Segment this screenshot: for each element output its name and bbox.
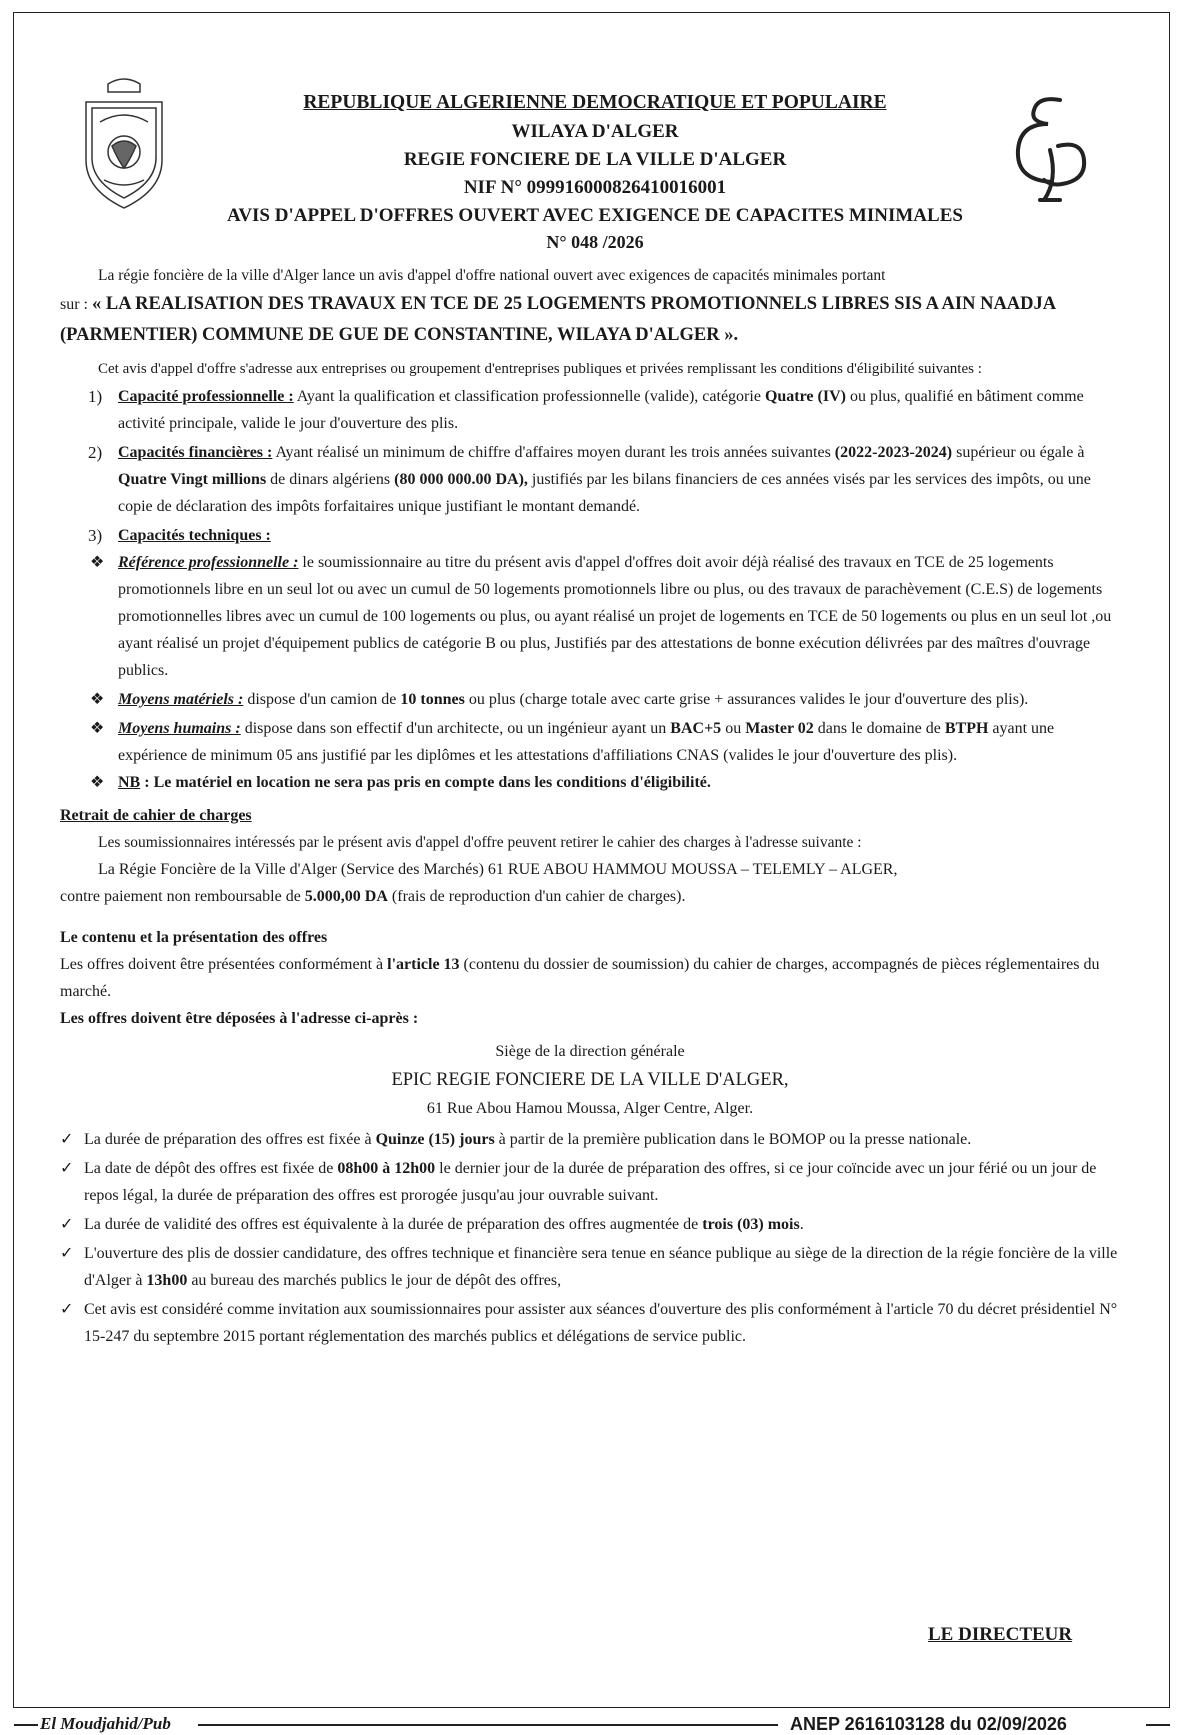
footer-publication: El Moudjahid/Pub xyxy=(40,1714,171,1733)
item-professional: 1) Capacité professionnelle : Ayant la qualification et classification professionnelle (valide), catégorie Quatre (IV) ou plus, qualifié en bâtiment comme activité principale, valide le jour d'ouverture des plis. xyxy=(88,387,1084,432)
tech-materials: ❖ Moyens matériels : dispose d'un camion de 10 tonnes ou plus (charge totale avec carte grise + assurances valides le jour d'ouverture des plis). xyxy=(90,691,1029,708)
address-line3: 61 Rue Abou Hamou Moussa, Alger Centre, Alger. xyxy=(426,1100,754,1117)
check-item: ✓ L'ouverture des plis de dossier candidature, des offres technique et financière sera tenue en séance publique au siège de la direction de la régie foncière de la ville d'Alger à 13h00 au bureau des marchés publics le jour de dépôt des offres, xyxy=(60,1245,1118,1289)
address-line2: EPIC REGIE FONCIERE DE LA VILLE D'ALGER, xyxy=(391,1070,789,1090)
check-item: ✓ La durée de préparation des offres est fixée à Quinze (15) jours à partir de la première publication dans le BOMOP ou la presse nationale. xyxy=(60,1131,972,1148)
header-republic: REPUBLIQUE ALGERIENNE DEMOCRATIQUE ET POPULAIRE xyxy=(303,92,887,113)
retrait-line1: Les soumissionnaires intéressés par le présent avis d'appel d'offre peuvent retirer le cahier des charges à l'adresse suivante : xyxy=(98,834,862,851)
tech-human: ❖ Moyens humains : dispose dans son effectif d'un architecte, ou un ingénieur ayant un BAC+5 ou Master 02 dans le domaine de BTPH ayant une expérience de minimum 05 ans justifié par les diplômes et les attestations d'affiliations CNAS (valides le jour d'ouverture des plis). xyxy=(90,720,1055,764)
check-item: ✓ Cet avis est considéré comme invitation aux soumissionnaires pour assister aux séances d'ouverture des plis conformément à l'article 70 du décret présidentiel N° 15-247 du septembre 2015 portant réglementation des marchés publics et délégations de service public. xyxy=(60,1301,1118,1345)
intro-text: La régie foncière de la ville d'Alger lance un avis d'appel d'offre national ouvert avec exigences de capacités minimales portant xyxy=(98,267,886,284)
check-item: ✓ La date de dépôt des offres est fixée de 08h00 à 12h00 le dernier jour de la durée de préparation des offres, si ce jour coïncide avec un jour férié ou un jour de repos légal, la durée de préparation des offres est prorogée jusqu'au jour ouvrable suivant. xyxy=(60,1160,1097,1204)
item-financial: 2) Capacités financières : Ayant réalisé un minimum de chiffre d'affaires moyen durant les trois années suivantes (2022-2023-2024) supérieur ou égale à Quatre Vingt millions de dinars algériens (80 000 000.00 DA), justifiés par les bilans financiers de ces années visés par les services des impôts, ou une copie de déclaration des impôts forfaitaires unique justifiant le montant demandé. xyxy=(88,443,1091,515)
footer-rule-right xyxy=(1146,1724,1170,1726)
eligibility-text: Cet avis d'appel d'offre s'adresse aux entreprises ou groupement d'entreprises publiques et privées remplissant les conditions d'éligibilité suivantes : xyxy=(98,361,982,377)
contenu-text: Les offres doivent être présentées conformément à l'article 13 (contenu du dossier de soumission) du cahier de charges, accompagnés de pièces réglementaires du marché. xyxy=(60,956,1100,1000)
retrait-title: Retrait de cahier de charges xyxy=(60,807,252,824)
tech-nb: ❖ NB : Le matériel en location ne sera pas pris en compte dans les conditions d'éligibilité. xyxy=(90,774,711,791)
footer-rule-middle xyxy=(198,1724,778,1726)
header-nif: NIF N° 099916000826410016001 xyxy=(463,177,727,198)
header-title: AVIS D'APPEL D'OFFRES OUVERT AVEC EXIGENCE DE CAPACITES MINIMALES xyxy=(227,205,963,226)
header-number: N° 048 /2026 xyxy=(546,232,644,252)
item-technical: 3) Capacités techniques : xyxy=(88,526,271,545)
check-item: ✓ La durée de validité des offres est équivalente à la durée de préparation des offres augmentée de trois (03) mois. xyxy=(60,1216,804,1233)
contenu-title: Le contenu et la présentation des offres xyxy=(60,929,328,946)
retrait-line2: La Régie Foncière de la Ville d'Alger (Service des Marchés) 61 RUE ABOU HAMMOU MOUSSA – TELEMLY – ALGER, xyxy=(98,861,898,878)
tech-reference: ❖ Référence professionnelle : le soumissionnaire au titre du présent avis d'appel d'offres doit avoir déjà réalisé des travaux en TCE de 25 logements promotionnels libre en un seul lot ou avec un cumul de 50 logements promotionnels libre ou plus, ou des travaux de parachèvement (C.E.S) de logements promotionnelles libres avec un cumul de 100 logements ou plus, ou ayant réalisé un projet de logements en TCE de 50 logements ou plus en un seul lot ,ou ayant réalisé un projet d'équipement publics de catégorie B ou plus, Justifiés par des attestations de bonne exécution délivrées par des maîtres d'ouvrage publics. xyxy=(90,554,1112,679)
depot-text: Les offres doivent être déposées à l'adresse ci-après : xyxy=(60,1010,419,1027)
footer-anep: ANEP 2616103128 du 02/09/2026 xyxy=(790,1714,1067,1734)
header-wilaya: WILAYA D'ALGER xyxy=(511,121,679,142)
address-line1: Siège de la direction générale xyxy=(495,1043,685,1060)
header-regie: REGIE FONCIERE DE LA VILLE D'ALGER xyxy=(403,149,787,170)
document-body xyxy=(60,262,1120,1350)
footer-rule-left xyxy=(14,1724,38,1726)
intro-object: sur : « LA REALISATION DES TRAVAUX EN TCE DE 25 LOGEMENTS PROMOTIONNELS LIBRES SIS A AIN NAADJA (PARMENTIER) COMMUNE DE GUE DE CONSTANTINE, WILAYA D'ALGER ». xyxy=(60,294,1056,345)
signature: LE DIRECTEUR xyxy=(928,1624,1073,1645)
retrait-line3: contre paiement non remboursable de 5.000,00 DA (frais de reproduction d'un cahier de charges). xyxy=(60,888,686,905)
